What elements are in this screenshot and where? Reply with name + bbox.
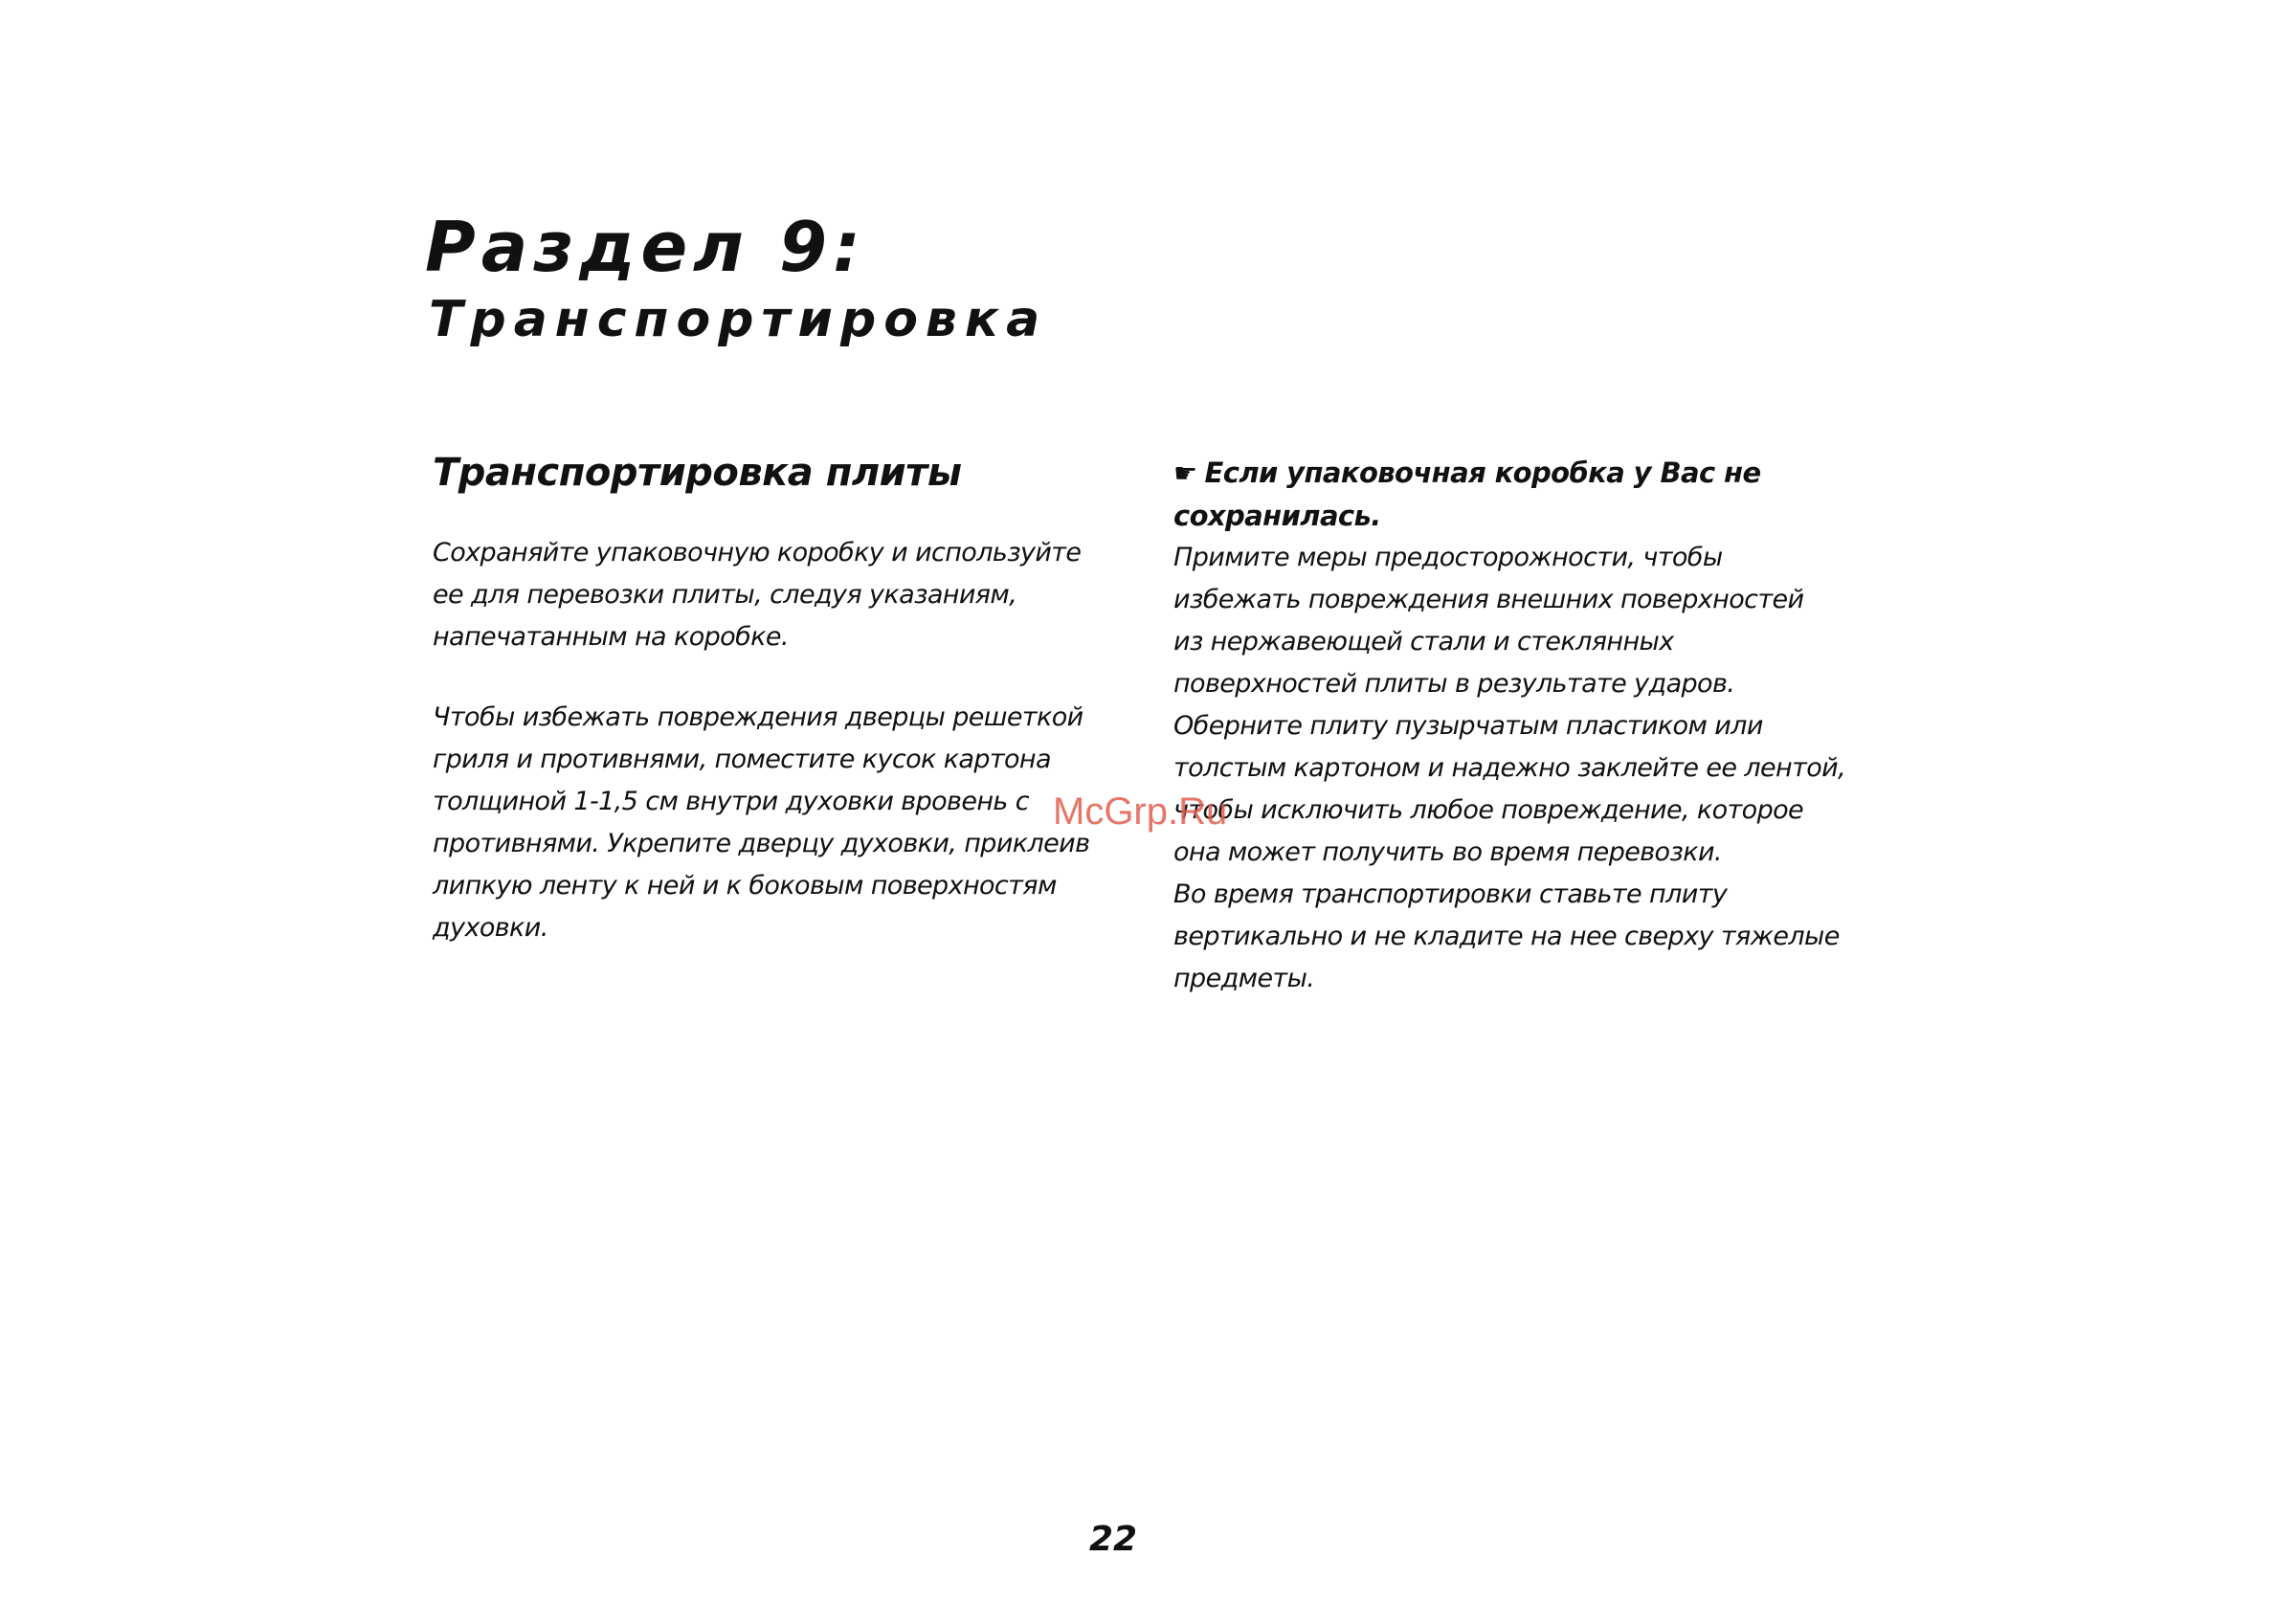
- text-line: Во время транспортировки ставьте плиту: [1173, 879, 1728, 909]
- pointing-hand-icon: ☛: [1173, 457, 1197, 489]
- text-line: напечатанным на коробке.: [433, 622, 789, 652]
- left-column: [433, 450, 1131, 988]
- note-heading-line: сохранилась.: [1173, 500, 1381, 532]
- text-line: Примите меры предосторожности, чтобы: [1173, 543, 1723, 572]
- text-line: липкую ленту к ней и к боковым поверхностям: [433, 871, 1057, 901]
- door-protection-paragraph: [433, 697, 1131, 949]
- text-line: духовки.: [433, 913, 548, 943]
- text-line: из нержавеющей стали и стеклянных: [1173, 627, 1674, 656]
- text-line: избежать повреждения внешних поверхностей: [1173, 585, 1804, 614]
- note-body: [1173, 537, 1872, 1000]
- text-line: толстым картоном и надежно заклейте ее лентой,: [1173, 753, 1846, 783]
- text-line: вертикально и не кладите на нее сверху тяжелые: [1173, 922, 1840, 951]
- packaging-paragraph: [433, 532, 1131, 658]
- right-column: [1173, 452, 1872, 1000]
- note-heading: [1173, 452, 1872, 537]
- watermark: McGrp.Ru: [1053, 790, 1228, 833]
- note-heading-line: [1173, 452, 1872, 495]
- section-title: Раздел 9:: [425, 207, 866, 287]
- text-line: предметы.: [1173, 964, 1315, 993]
- text-line: Сохраняйте упаковочную коробку и используйте: [433, 538, 1082, 567]
- text-line: Оберните плиту пузырчатым пластиком или: [1173, 711, 1763, 741]
- text-line: поверхностей плиты в результате ударов.: [1173, 669, 1735, 699]
- text-line: она может получить во время перевозки.: [1173, 837, 1722, 867]
- section-subtitle: Транспортировка: [429, 291, 1048, 348]
- text-line: противнями. Укрепите дверцу духовки, приклеив: [433, 829, 1090, 858]
- note-heading-text: Если упаковочная коробка у Вас не: [1204, 456, 1761, 489]
- text-line: чтобы исключить любое повреждение, которое: [1173, 795, 1804, 825]
- text-line: ее для перевозки плиты, следуя указаниям,: [433, 580, 1017, 610]
- page-number: 22: [1089, 1520, 1138, 1559]
- transport-heading: Транспортировка плиты: [433, 451, 962, 495]
- text-line: гриля и противнями, поместите кусок картона: [433, 745, 1051, 774]
- text-line: толщиной 1-1,5 см внутри духовки вровень с: [433, 787, 1029, 816]
- text-line: Чтобы избежать повреждения дверцы решеткой: [433, 702, 1083, 732]
